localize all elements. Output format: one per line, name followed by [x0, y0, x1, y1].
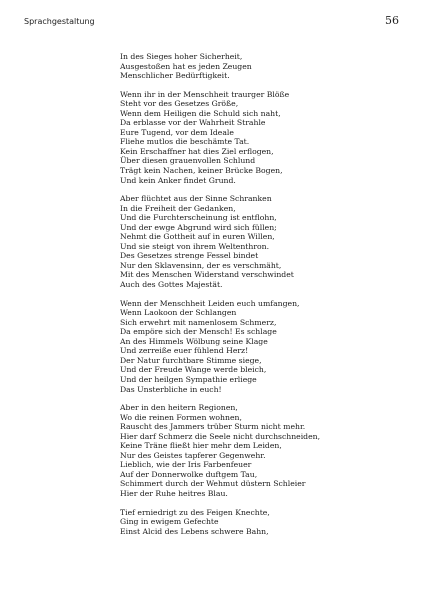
poem-line: Wenn Laokoon der Schlangen [120, 308, 237, 318]
poem-line: Fliehe mutlos die beschämte Tat. [120, 137, 250, 147]
poem-line: Hier darf Schmerz die Seele nicht durchschneiden, [120, 431, 321, 441]
poem-line: Eure Tugend, vor dem Ideale [120, 127, 234, 137]
page-number: 56 [385, 14, 399, 27]
poem-line: Des Gesetzes strenge Fessel bindet [120, 251, 259, 261]
poem-line: Steht vor des Gesetzes Größe, [120, 99, 239, 109]
poem-line: Aber flüchtet aus der Sinne Schranken [120, 194, 272, 204]
poem-stanza [120, 52, 405, 81]
poem-line: Tief erniedrigt zu des Feigen Knechte, [120, 507, 270, 517]
poem-line: Und der heilgen Sympathie erliege [120, 374, 257, 384]
poem-line: Auf der Donnerwolke duftgem Tau, [120, 469, 258, 479]
running-title: Sprachgestaltung [24, 17, 95, 26]
poem-line: Der Natur furchtbare Stimme siege, [120, 355, 262, 365]
poem-line: Nur des Geistes tapferer Gegenwehr. [120, 450, 266, 460]
poem-line: Ging in ewigem Gefechte [120, 517, 219, 527]
poem-line: Ausgestoßen hat es jeden Zeugen [120, 61, 252, 71]
poem-line: Da empöre sich der Mensch! Es schlage [120, 327, 277, 337]
poem-line: Rauscht des Jammers trüber Sturm nicht mehr. [120, 422, 306, 432]
poem-line: Da erblasse vor der Wahrheit Strahle [120, 118, 266, 128]
poem-line: Wo die reinen Formen wohnen, [120, 412, 242, 422]
poem-line: Nehmt die Gottheit auf in euren Willen, [120, 232, 275, 242]
poem-line: Mit des Menschen Widerstand verschwindet [120, 270, 294, 280]
poem-line: Hier der Ruhe heitres Blau. [120, 488, 228, 498]
poem-line: Menschlicher Bedürftigkeit. [120, 71, 230, 81]
poem-line: Nur den Sklavensinn, der es verschmäht, [120, 260, 282, 270]
poem-line: Und der ewge Abgrund wird sich füllen; [120, 222, 277, 232]
poem-stanza [120, 508, 405, 537]
poem-body [120, 52, 405, 545]
poem-line: Sich erwehrt mit namenlosem Schmerz, [120, 317, 277, 327]
poem-line: Schimmert durch der Wehmut düstern Schleier [120, 479, 306, 489]
poem-line: Und kein Anker findet Grund. [120, 175, 236, 185]
poem-line: In die Freiheit der Gedanken, [120, 203, 236, 213]
poem-line: Auch des Gottes Majestät. [120, 280, 223, 290]
poem-stanza [120, 90, 405, 185]
poem-line: Das Unsterbliche in euch! [120, 384, 222, 394]
poem-line: In des Sieges hoher Sicherheit, [120, 52, 243, 61]
poem-line: Und zerreiße euer fühlend Herz! [120, 346, 249, 356]
poem-line: Wenn ihr in der Menschheit traurger Blöße [120, 89, 290, 99]
poem-stanza [120, 403, 405, 498]
poem-line: Wenn der Menschheit Leiden euch umfangen, [120, 298, 300, 308]
poem-line: An des Himmels Wölbung seine Klage [120, 336, 268, 346]
poem-line: Keine Träne fließt hier mehr dem Leiden, [120, 441, 282, 451]
poem-line: Und sie steigt von ihrem Weltenthron. [120, 241, 270, 251]
poem-line: Aber in den heitern Regionen, [120, 403, 238, 413]
poem-stanza [120, 194, 405, 289]
poem-line: Wenn dem Heiligen die Schuld sich naht, [120, 108, 281, 118]
poem-line: Trägt kein Nachen, keiner Brücke Bogen, [120, 166, 283, 176]
poem-line: Über diesen grauenvollen Schlund [120, 156, 256, 166]
poem-line: Lieblich, wie der Iris Farbenfeuer [120, 460, 252, 470]
poem-line: Kein Erschaffner hat dies Ziel erflogen, [120, 146, 274, 156]
poem-line: Und die Furchterscheinung ist entflohn, [120, 213, 277, 223]
poem-stanza [120, 299, 405, 394]
poem-line: Einst Alcid des Lebens schwere Bahn, [120, 526, 269, 536]
poem-line: Und der Freude Wange werde bleich, [120, 365, 267, 375]
